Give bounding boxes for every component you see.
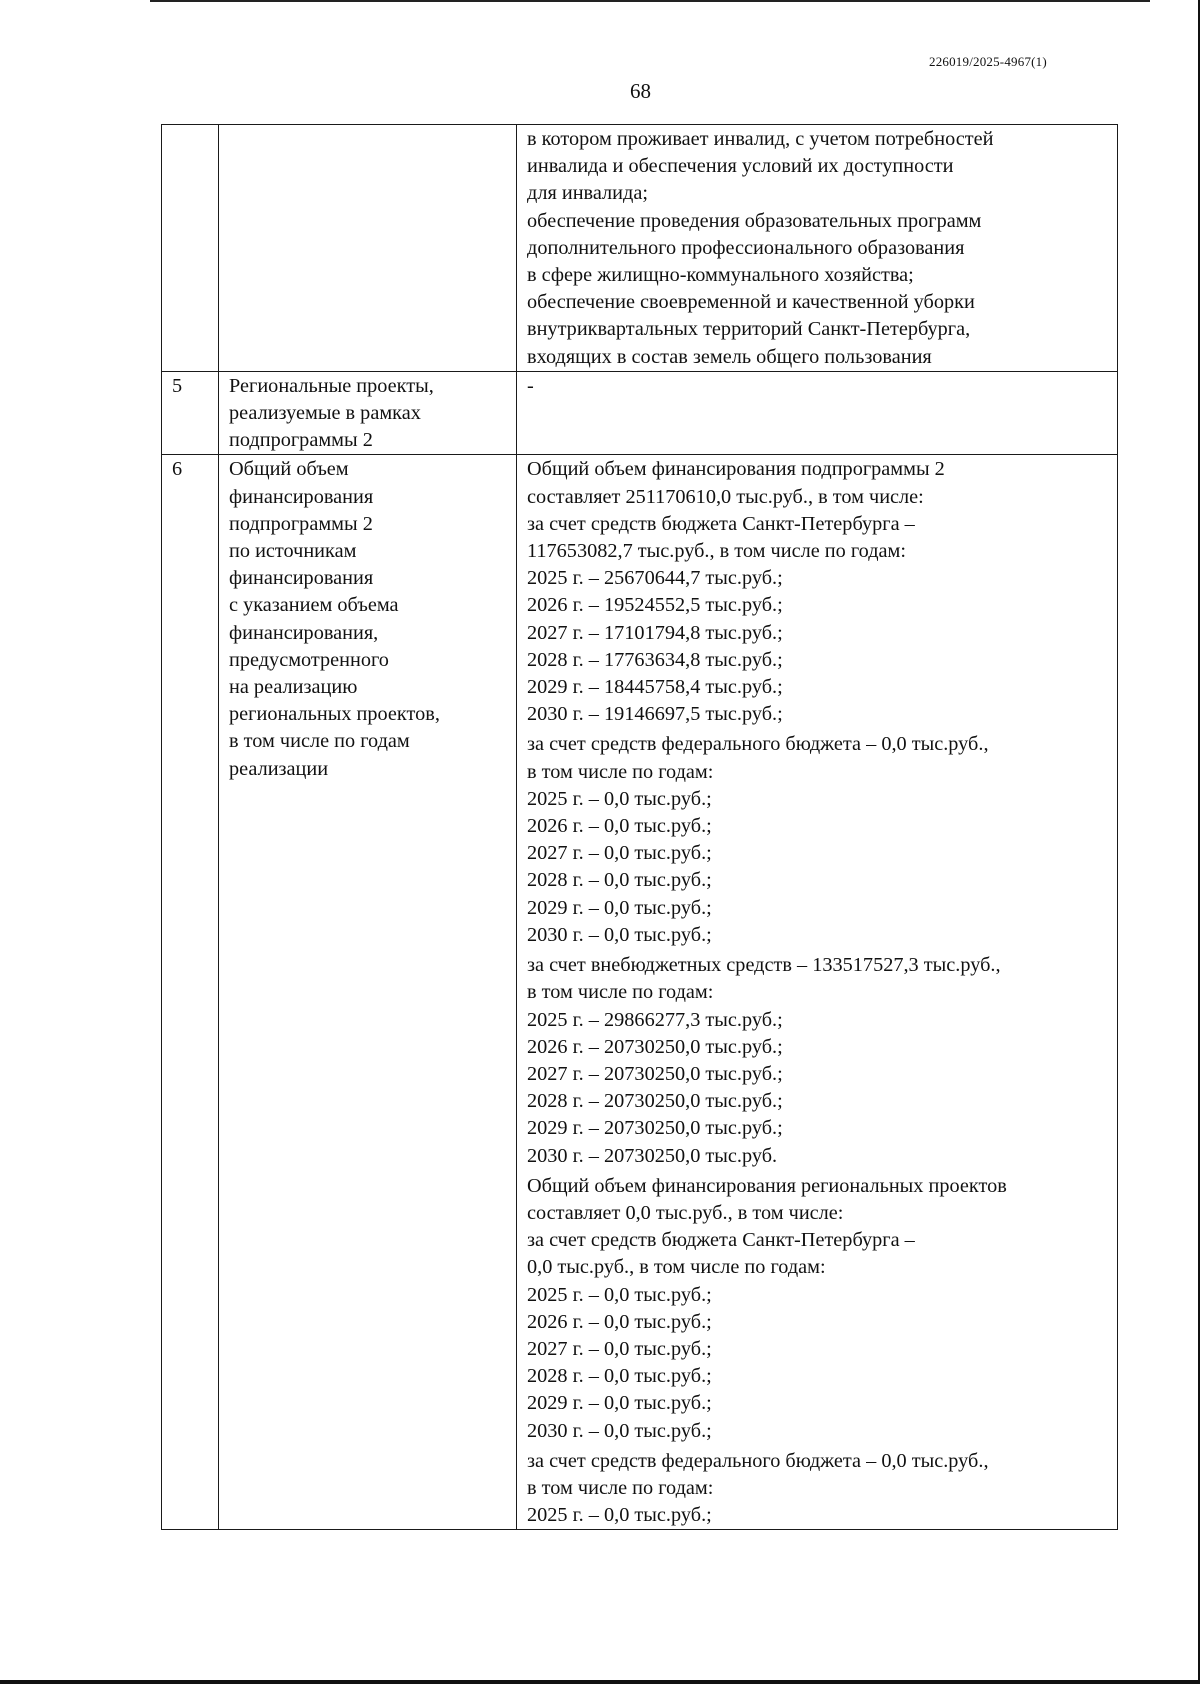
row-name-line: с указанием объема	[229, 594, 399, 617]
row-description-line: 2026 г. – 0,0 тыс.руб.;	[527, 815, 712, 838]
row-description-line: 2029 г. – 0,0 тыс.руб.;	[527, 896, 712, 919]
row-description-line: 2028 г. – 0,0 тыс.руб.;	[527, 1365, 712, 1388]
row-description-line: -	[527, 374, 534, 397]
row-description-line: обеспечение проведения образовательных программ	[527, 209, 982, 232]
passport-table-body	[162, 125, 1118, 1530]
row-description-line: обеспечение своевременной и качественной уборки	[527, 291, 975, 314]
row-description-line: за счет средств федерального бюджета – 0,0 тыс.руб.,	[527, 1449, 989, 1472]
table-row	[162, 455, 1118, 1530]
row-description-cell	[517, 371, 1118, 455]
row-description-line: за счет средств бюджета Санкт-Петербурга –	[527, 512, 915, 535]
row-description-line: инвалида и обеспечения условий их доступности	[527, 155, 954, 178]
row-name-line: на реализацию	[229, 676, 358, 699]
row-description-line: за счет внебюджетных средств – 133517527,3 тыс.руб.,	[527, 954, 1001, 977]
row-name-line: финансирования	[229, 567, 374, 590]
scan-edge-bottom	[0, 1680, 1200, 1684]
row-name-line: в том числе по годам	[229, 730, 410, 753]
row-description-line: 2030 г. – 0,0 тыс.руб.;	[527, 1419, 712, 1442]
row-description-line: 2026 г. – 0,0 тыс.руб.;	[527, 1310, 712, 1333]
row-description-line: дополнительного профессионального образования	[527, 236, 965, 259]
row-description-line: 117653082,7 тыс.руб., в том числе по годам:	[527, 540, 907, 563]
row-description-line: 2025 г. – 0,0 тыс.руб.;	[527, 1504, 712, 1527]
row-name-line: подпрограммы 2	[229, 512, 373, 535]
row-description-line: 2029 г. – 0,0 тыс.руб.;	[527, 1392, 712, 1415]
row-description-line: 2030 г. – 20730250,0 тыс.руб.	[527, 1144, 778, 1167]
row-description-line: 2026 г. – 20730250,0 тыс.руб.;	[527, 1035, 783, 1058]
row-number-cell	[162, 125, 219, 372]
row-description-line: за счет средств бюджета Санкт-Петербурга –	[527, 1229, 915, 1252]
row-name-cell	[219, 371, 517, 455]
row-description-cell	[517, 125, 1118, 372]
row-description-line: в том числе по годам:	[527, 760, 714, 783]
row-description-line: Общий объем финансирования подпрограммы 2	[527, 458, 945, 481]
row-description-line: 2025 г. – 25670644,7 тыс.руб.;	[527, 567, 783, 590]
row-description-line: в том числе по годам:	[527, 1476, 714, 1499]
row-description-line: 2030 г. – 19146697,5 тыс.руб.;	[527, 703, 783, 726]
row-name-line: Региональные проекты,	[229, 374, 434, 397]
row-name-cell	[219, 125, 517, 372]
row-description-line: 2027 г. – 0,0 тыс.руб.;	[527, 1337, 712, 1360]
document-registration-number: 226019/2025-4967(1)	[929, 54, 1047, 69]
row-description-line: составляет 251170610,0 тыс.руб., в том числе:	[527, 485, 924, 508]
row-name-line: Общий объем	[229, 458, 349, 481]
row-name-line: предусмотренного	[229, 648, 389, 671]
passport-table	[161, 124, 1118, 1530]
row-description-line: входящих в состав земель общего пользования	[527, 345, 932, 368]
row-name-cell	[219, 455, 517, 1530]
row-name-line: подпрограммы 2	[229, 429, 373, 452]
row-description-line: 2025 г. – 0,0 тыс.руб.;	[527, 787, 712, 810]
row-number-cell	[162, 455, 219, 1530]
row-description-line: 2026 г. – 19524552,5 тыс.руб.;	[527, 594, 783, 617]
row-description-line: составляет 0,0 тыс.руб., в том числе:	[527, 1201, 844, 1224]
row-name-line: региональных проектов,	[229, 703, 440, 726]
row-description-line: для инвалида;	[527, 182, 648, 205]
table-row	[162, 125, 1118, 372]
row-description-line: 2025 г. – 0,0 тыс.руб.;	[527, 1283, 712, 1306]
row-description-line: в сфере жилищно-коммунального хозяйства;	[527, 264, 914, 287]
row-name-line: финансирования	[229, 485, 374, 508]
row-description-line: 2027 г. – 0,0 тыс.руб.;	[527, 842, 712, 865]
row-number: 5	[172, 374, 183, 397]
row-description-line: 2025 г. – 29866277,3 тыс.руб.;	[527, 1008, 783, 1031]
row-description-line: внутриквартальных территорий Санкт-Петербурга,	[527, 318, 971, 341]
row-name-line: реализуемые в рамках	[229, 402, 421, 425]
row-description-line: 2027 г. – 20730250,0 тыс.руб.;	[527, 1062, 783, 1085]
row-description-line: 2030 г. – 0,0 тыс.руб.;	[527, 923, 712, 946]
row-description-line: 0,0 тыс.руб., в том числе по годам:	[527, 1256, 826, 1279]
row-description-line: 2028 г. – 20730250,0 тыс.руб.;	[527, 1090, 783, 1113]
row-description-line: 2029 г. – 18445758,4 тыс.руб.;	[527, 676, 783, 699]
row-description-line: 2029 г. – 20730250,0 тыс.руб.;	[527, 1117, 783, 1140]
row-name-line: финансирования,	[229, 621, 379, 644]
table-row	[162, 371, 1118, 455]
row-number: 6	[172, 458, 183, 481]
row-description-line: 2028 г. – 0,0 тыс.руб.;	[527, 869, 712, 892]
row-description-line: в том числе по годам:	[527, 981, 714, 1004]
page-number: 68	[630, 79, 651, 103]
row-name-line: по источникам	[229, 540, 357, 563]
row-description-line: 2028 г. – 17763634,8 тыс.руб.;	[527, 648, 783, 671]
row-description-line: Общий объем финансирования региональных проектов	[527, 1174, 1007, 1197]
row-description-cell	[517, 455, 1118, 1530]
row-description-line: 2027 г. – 17101794,8 тыс.руб.;	[527, 621, 783, 644]
row-name-line: реализации	[229, 757, 329, 780]
row-description-line: в котором проживает инвалид, с учетом потребностей	[527, 128, 994, 150]
scan-edge-top	[150, 0, 1150, 2]
row-number-cell	[162, 371, 219, 455]
row-description-line: за счет средств федерального бюджета – 0,0 тыс.руб.,	[527, 733, 989, 756]
